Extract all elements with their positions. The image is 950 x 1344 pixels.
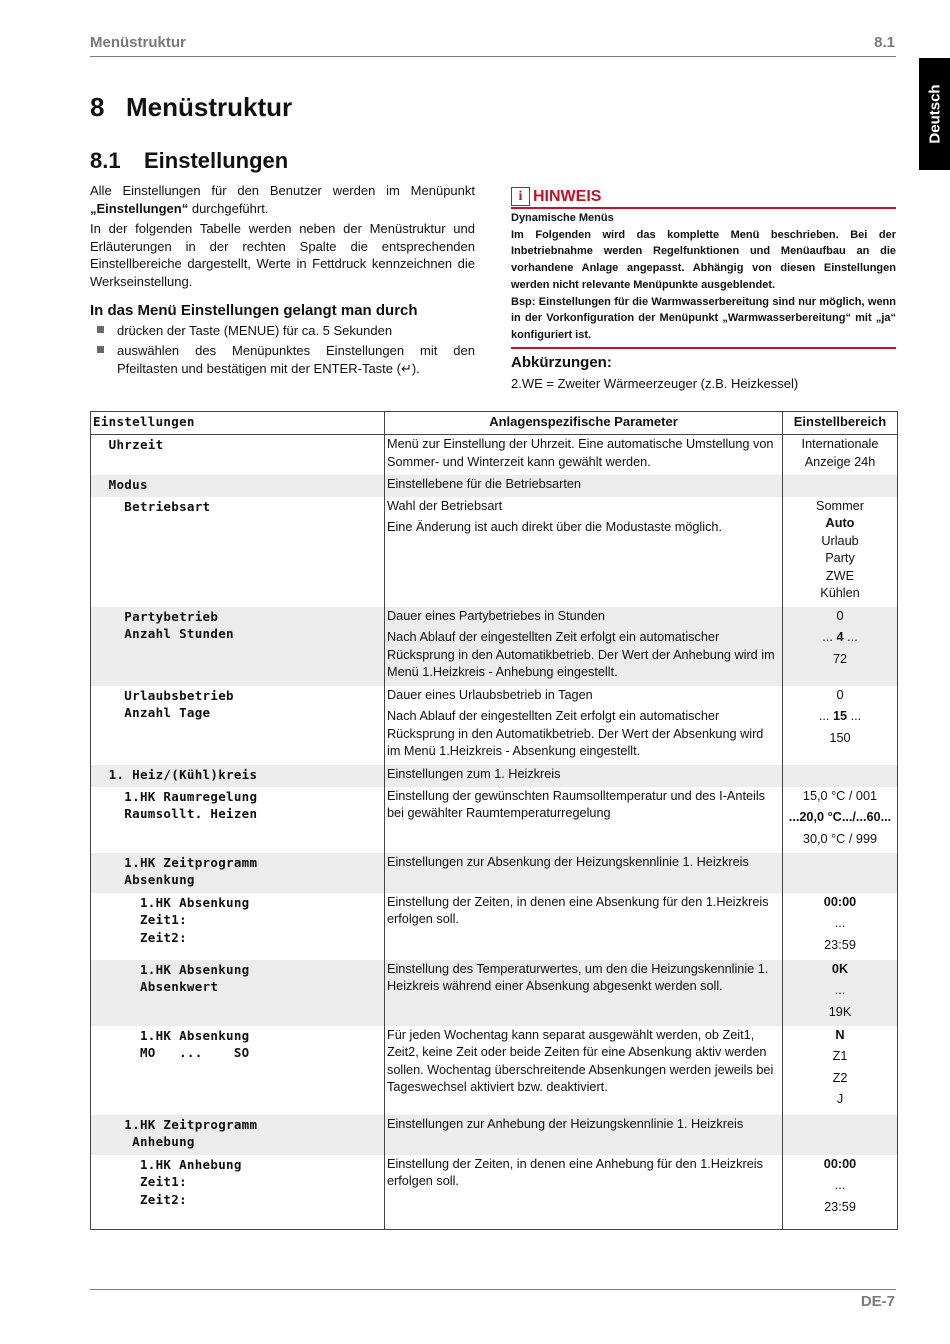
running-header-title: Menüstruktur xyxy=(90,34,186,51)
abbreviations-heading: Abkürzungen: xyxy=(511,354,612,371)
settings-table xyxy=(90,411,898,1230)
intro-paragraph-1: Alle Einstellungen für den Benutzer werden im Menüpunkt „Einstellungen“ durchgeführt. xyxy=(90,183,475,216)
hinweis-rule-bottom xyxy=(511,347,896,349)
table-header-row xyxy=(91,412,898,435)
table-row: 1.HK Anhebung Zeit1: Zeit2: Einstellung der Zeiten, in denen eine Anhebung für den 1.Heizkreis erfolgen soll. 00:00 ... 23:59 xyxy=(91,1155,898,1230)
list-item: auswählen des Menüpunktes Einstellungen mit den Pfeiltasten und bestätigen mit der ENTER-Taste (↵). xyxy=(90,342,475,377)
table-row: Urlaubsbetrieb Anzahl Tage Dauer eines Urlaubsbetrieb in Tagen Nach Ablauf der eingestellten Zeit erfolgt ein automatischer Rücksprung in den Automatikbetrieb. Der Wert der Absenkung wird im Menü 1.Heizkreis - Absenkung eingestellt. 0 ... 15 ... 150 xyxy=(91,686,898,765)
table-row: 1.HK Raumregelung Raumsollt. Heizen Einstellung der gewünschten Raumsolltemperatur und des I-Anteils bei gewählter Raumtemperaturregelung 15,0 °C / 001 ...20,0 °C.../...60... 30,0 °C / 999 xyxy=(91,787,898,853)
list-item: drücken der Taste (MENUE) für ca. 5 Sekunden xyxy=(90,322,475,340)
table-row: Partybetrieb Anzahl Stunden Dauer eines Partybetriebes in Stunden Nach Ablauf der eingestellten Zeit erfolgt ein automatischer Rücksprung in den Automatikbetrieb. Der Wert der Anhebung wird im Menü 1.Heizkreis - Anhebung eingestellt. 0 ... 4 ... 72 xyxy=(91,607,898,686)
table-row: 1.HK Absenkung MO ... SO Für jeden Wochentag kann separat ausgewählt werden, ob Zeit1, Zeit2, keine Zeit oder beide Zeiten für eine Absenkung aktiv werden sollen. Wochentag überschreitende Absenkungen werden jeweils bei Tageswechsel aktiviert bzw. deaktiviert. N Z1 Z2 J xyxy=(91,1026,898,1115)
abbreviations-text: 2.WE = Zweiter Wärmeerzeuger (z.B. Heizkessel) xyxy=(511,376,799,391)
intro-column xyxy=(90,182,475,380)
col-header-parameters: Anlagenspezifische Parameter xyxy=(385,412,783,435)
table-row: Uhrzeit Menü zur Einstellung der Uhrzeit. Eine automatische Umstellung von Sommer- und Winterzeit kann gewählt werden. Internationale Anzeige 24h xyxy=(91,435,898,475)
hinweis-body: Dynamische Menüs Im Folgenden wird das komplette Menü beschrieben. Bei der Inbetriebnahme werden Regelfunktionen und Menüaufbau an die vorhandene Anlage angepasst. Abhängig von diesen Einstellungen werden nicht relevante Menüpunkte ausgeblendet. Bsp: Einstellungen für die Warmwasserbereitung sind nur möglich, wenn in der Vorkonfiguration der Menüpunkt „Warmwasserbereitung“ mit „ja“ konfiguriert ist. xyxy=(511,212,896,341)
language-tab-label: Deutsch xyxy=(926,84,943,144)
table-row: 1.HK Zeitprogramm Anhebung Einstellungen zur Anhebung der Heizungskennlinie 1. Heizkreis xyxy=(91,1115,898,1155)
footer-divider xyxy=(90,1289,896,1290)
table-row: 1.HK Absenkung Absenkwert Einstellung des Temperaturwertes, um den die Heizungskennlinie 1. Heizkreis während einer Absenkung abgesenkt werden soll. 0K ... 19K xyxy=(91,960,898,1026)
table-row: 1.HK Zeitprogramm Absenkung Einstellungen zur Absenkung der Heizungskennlinie 1. Heizkreis xyxy=(91,853,898,893)
table-row: 1. Heiz/(Kühl)kreis Einstellungen zum 1. Heizkreis xyxy=(91,765,898,787)
table-row: 1.HK Absenkung Zeit1: Zeit2: Einstellung der Zeiten, in denen eine Absenkung für den 1.Heizkreis erfolgen soll. 00:00 ... 23:59 xyxy=(91,893,898,960)
section-heading: 8.1 Einstellungen xyxy=(90,148,289,173)
info-icon: i xyxy=(511,187,530,206)
header-divider xyxy=(90,56,896,57)
access-subheading: In das Menü Einstellungen gelangt man durch xyxy=(90,302,418,319)
table-row: Betriebsart Wahl der Betriebsart Eine Änderung ist auch direkt über die Modustaste möglich. Sommer Auto Urlaub Party ZWE Kühlen xyxy=(91,497,898,607)
table-row: Modus Einstellebene für die Betriebsarten xyxy=(91,475,898,497)
hinweis-title: i HINWEIS xyxy=(511,187,896,206)
running-header-section: 8.1 xyxy=(874,34,895,51)
page-number: DE-7 xyxy=(860,1293,895,1310)
col-header-menu: Einstellungen xyxy=(91,412,385,435)
col-header-range: Einstellbereich xyxy=(783,412,898,435)
chapter-heading: 8 Menüstruktur xyxy=(90,92,293,122)
hinweis-rule-top xyxy=(511,207,896,209)
hinweis-box xyxy=(511,187,896,349)
language-tab xyxy=(919,58,950,170)
intro-paragraph-2: In der folgenden Tabelle werden neben der Menüstruktur und Erläuterungen in der rechten Spalte die entsprechenden Einstellbereiche dargestellt, Werte in Fettdruck kennzeichnen die Werkseinstellung. xyxy=(90,221,475,289)
